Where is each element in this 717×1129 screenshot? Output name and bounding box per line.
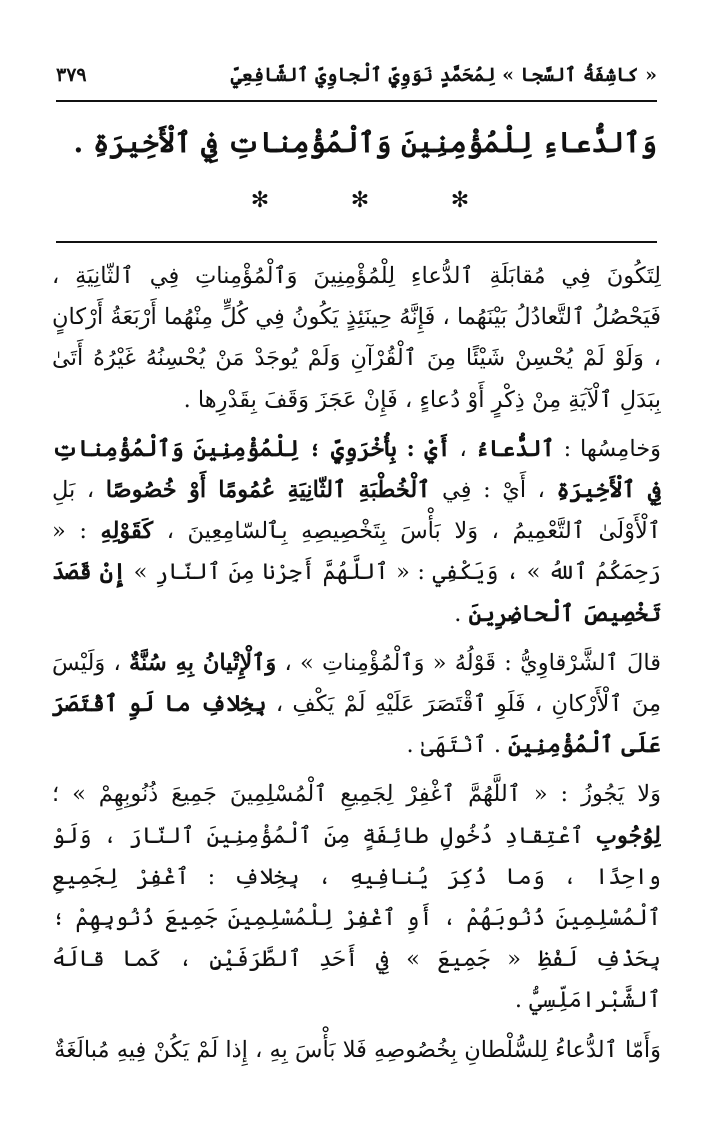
paragraph bbox=[52, 643, 661, 767]
text-run: قالَ ٱلشَّرْقاوِيُّ : قَوْلُهُ « وَٱلْمُؤْمِناتِ » ، bbox=[276, 649, 661, 676]
bold-text: أَيْ : bbox=[396, 435, 451, 462]
star-ornament: ✻ bbox=[350, 187, 370, 213]
text-run: ، وَلَيْسَ مِنَ ٱلْأَرْكانِ ، فَلَوِ ٱقْتَصَرَ عَلَيْهِ لَمْ يَكْفِ ، bbox=[52, 649, 661, 718]
star-ornament: ✻ bbox=[450, 187, 470, 213]
bold-text: وَٱلْإِتْيانُ بِهِ سُنَّةٌ bbox=[128, 649, 277, 676]
page-number: ٣٧٩ bbox=[56, 64, 87, 86]
text-run: وَخامِسُها : bbox=[554, 435, 661, 462]
bold-text: بِخِلافِ ما لَوِ ٱقْتَصَرَ عَلَى ٱلْمُؤْمِنِينَ bbox=[52, 691, 661, 759]
section-divider-stars bbox=[240, 182, 480, 218]
commentary-body bbox=[52, 256, 661, 1115]
text-run: . bbox=[454, 600, 469, 627]
text-run: وَلا يَجُوزُ : « ٱللَّهُمَّ ٱغْفِرْ لِجَمِيعِ ٱلْمُسْلِمِينَ جَمِيعَ ذُنُوبِهِمْ » ؛ bbox=[52, 781, 661, 808]
text-run: ، بَلِ ٱلْأَوْلَىٰ ٱلتَّعْمِيمُ ، وَلا بَأْسَ بِتَخْصِيصِهِ بِٱلسّامِعِينَ ، bbox=[52, 477, 661, 545]
bold-text: بِأُخْرَوِيٍّ ؛ لِلْمُؤْمِنِينَ وَٱلْمُؤْمِناتِ فِي ٱلْأَخِيرَةِ bbox=[52, 435, 661, 504]
section-rule bbox=[56, 241, 657, 243]
paragraph bbox=[52, 1030, 661, 1071]
bold-text: كَقَوْلِهِ bbox=[100, 518, 154, 545]
paragraph bbox=[52, 256, 661, 421]
paragraph bbox=[52, 429, 661, 635]
bold-text: ٱلْخُطْبَةِ ٱلثّانِيَةِ عُمُومًا أَوْ خُصُوصًا bbox=[105, 477, 431, 504]
text-run: ٱعْتِقادِ دُخُولِ طائِفَةٍ مِنَ ٱلْمُؤْمِنِينَ ٱلنّارَ ، وَلَوْ واحِدًا ، وَما ذُكِرَ يُنافِيهِ ، بِخِلافِ : ٱغْفِرْ لِجَمِيعِ ٱلْمُسْلِمِينَ ذُنُوبَهُمْ ، أَوِ ٱغْفِرْ لِلْمُسْلِمِينَ جَمِيعَ ذُنُوبِهِمْ ؛ بِحَذْفِ لَفْظِ « جَمِيعَ » فِي أَحَدِ ٱلطَّرَفَيْنِ ، كَما قالَهُ ٱلشَّبْرامَلِّسِيُّ . bbox=[52, 822, 661, 1014]
running-header bbox=[56, 56, 657, 94]
text-run: : « رَحِمَكُمُ ٱللهُ » ، وَيَكْفِي : « ٱللَّهُمَّ أَجِرْنا مِنَ ٱلنّارِ » bbox=[52, 518, 661, 586]
star-ornament: ✻ bbox=[250, 187, 270, 213]
text-run: ، أَيْ : فِي bbox=[430, 477, 557, 504]
text-run: ، bbox=[450, 435, 476, 462]
header-title: « كاشِفَةُ ٱلسَّجا » لِمُحَمَّدٍ نَوَوِيٍّ ٱلْجاوِيِّ ٱلشّافِعِيِّ bbox=[230, 64, 657, 86]
bold-text: لِوُجُوبِ bbox=[595, 822, 661, 849]
paragraph bbox=[52, 774, 661, 1021]
bold-text: ٱلدُّعاءُ bbox=[475, 435, 555, 462]
header-rule bbox=[56, 100, 657, 102]
text-run: وَأَمّا ٱلدُّعاءُ لِلسُّلْطانِ بِخُصُوصِهِ فَلا بَأْسَ بِهِ ، إِذا لَمْ يَكُنْ فِيهِ مُبالَغَةٌ bbox=[54, 1036, 661, 1063]
top-text: وَٱلدُّعاءِ لِلْمُؤْمِنِينَ وَٱلْمُؤْمِناتِ فِي ٱلْأَخِيرَةِ . bbox=[73, 126, 657, 159]
text-run: لِتَكُونَ فِي مُقابَلَةِ ٱلدُّعاءِ لِلْمُؤْمِنِينَ وَٱلْمُؤْمِناتِ فِي ٱلثّانِيَةِ ، فَيَحْصُلُ ٱلتَّعادُلُ بَيْنَهُما ، فَإِنَّهُ حِينَئِذٍ يَكُونُ فِي كُلٍّ مِنْهُما أَرْبَعَةُ أَرْكانٍ ، وَلَوْ لَمْ يُحْسِنْ شَيْئًا مِنَ ٱلْقُرْآنِ وَلَمْ يُوجَدْ مَنْ يُحْسِنُهُ غَيْرُهُ أَتَىٰ بِبَدَلِ ٱلْآيَةِ مِنْ ذِكْرٍ أَوْ دُعاءٍ ، فَإِنْ عَجَزَ وَقَفَ بِقَدْرِها . bbox=[52, 263, 661, 413]
text-run: . ٱنْتَهَىٰ . bbox=[406, 732, 509, 759]
bold-text: إِنْ قَصَدَ تَخْصِيصَ ٱلْحاضِرِينَ bbox=[52, 559, 661, 627]
